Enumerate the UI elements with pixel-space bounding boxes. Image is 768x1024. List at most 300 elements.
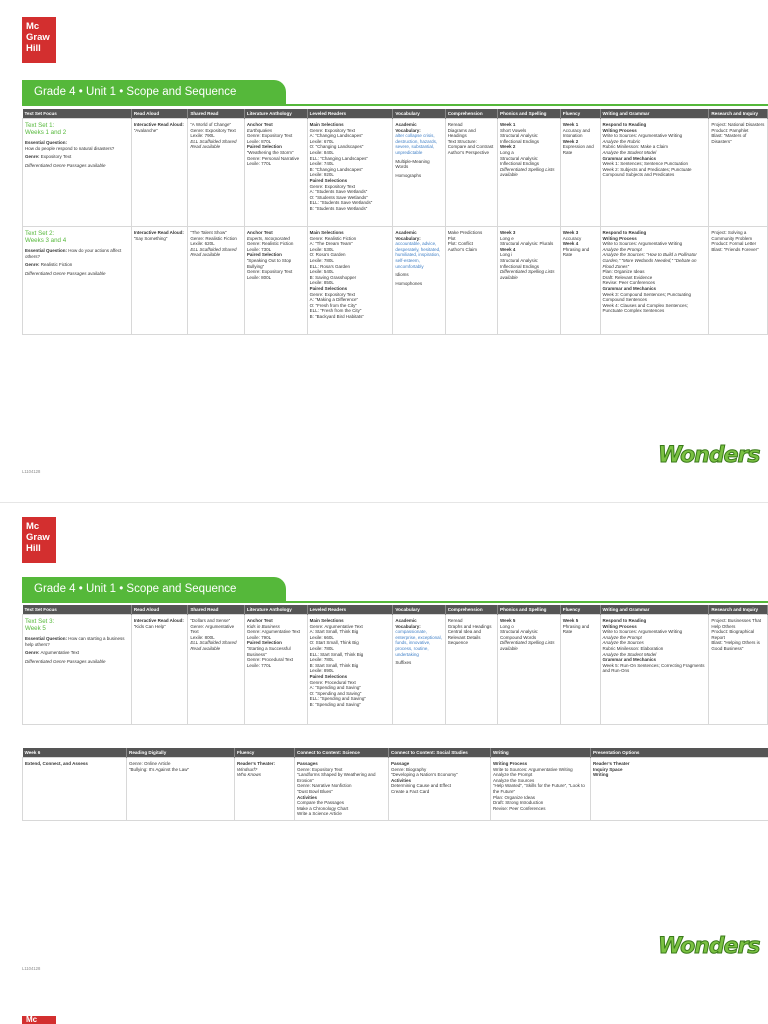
cell-line: Phrasing and Rate	[562, 623, 590, 635]
science-cell	[295, 758, 389, 821]
cell-line: Structural Analysis: Inflectional Endings	[500, 155, 540, 167]
cell-line: Genre: Argumentative Text	[190, 623, 235, 635]
cell-line: Reader’s Theater:	[237, 761, 276, 766]
cell-line: Product: Pamphlet	[711, 127, 749, 133]
cell-line: Week 3	[562, 230, 579, 235]
document-code: L1104128	[22, 469, 41, 474]
cell-line: A: “Students Save Wetlands”	[309, 189, 368, 195]
week-6-table	[22, 748, 768, 821]
essential-question: How do your actions affect others?	[25, 248, 122, 259]
cell-line: O: “Students Save Wetlands”	[309, 194, 368, 200]
cell-line: Structural Analysis: Inflectional Endings	[500, 257, 540, 269]
cell-line: Week 5	[562, 618, 579, 623]
col-header: Research and Inquiry	[709, 109, 768, 119]
cell-line: Lexile: 790L	[246, 634, 272, 640]
vocab-words: compassionate, enterprise, exceptional, funds, innovative, process, routine, undertaking	[395, 629, 442, 657]
cell-line: Make a Chronology Chart	[297, 805, 349, 811]
genre-value: Expository Text	[40, 154, 72, 160]
cell-line: O: Rosa’s Garden	[309, 252, 346, 258]
cell-line: Respond to Reading	[602, 618, 647, 623]
cell-line: Analyze the Rubric	[602, 138, 641, 144]
vocab-label: Academic Vocabulary:	[395, 230, 421, 241]
vocab-words: accountable, advice, desperately, hesitated, humiliated, inspiration, self-esteem, uncomfortably	[395, 241, 441, 269]
cell-line: Analyze the Student Model	[602, 651, 657, 657]
table-row	[23, 227, 768, 335]
cell-line: Respond to Reading	[602, 122, 647, 127]
col-header: Shared Read	[188, 605, 245, 615]
wonders-logo-text: Wonders	[658, 934, 760, 959]
cell-line: Accuracy and Intonation	[562, 127, 591, 139]
vocab-label: Academic Vocabulary:	[395, 618, 421, 629]
cell-line: Blast: “Friends Forever”	[711, 246, 759, 252]
cell-line: Grammar and Mechanics	[602, 285, 657, 291]
cell-line: Windsurf?	[237, 766, 258, 772]
cell-line: Product: Biographical Report	[711, 629, 755, 640]
cell-line: Plot	[447, 235, 456, 241]
cell-line: Paired Selection	[246, 640, 282, 646]
cell-line: Write to Sources: Argumentative Writing	[602, 133, 683, 139]
writing-cell	[491, 758, 591, 821]
cell-line: Main Selections	[309, 122, 344, 127]
cell-line: Genre: Biography	[391, 766, 427, 772]
fluency-cell	[235, 758, 295, 821]
read-aloud-title: “Say Something”	[133, 235, 168, 241]
cell-line: Genre: Expository Text	[246, 133, 293, 139]
col-header: Comprehension	[445, 109, 497, 119]
cell-line: “Dollars and Sense”	[190, 618, 231, 623]
cell-line: B: “Spending and Saving”	[309, 701, 361, 707]
genre-value: Argumentative Text	[40, 650, 79, 656]
cell-line: Paired Selections	[309, 285, 348, 291]
col-header: Literature Anthology	[244, 109, 307, 119]
col-header: Read Aloud	[131, 109, 188, 119]
cell-line: “Starting a Successful Business”	[246, 645, 291, 657]
cell-line: Writing Process	[602, 127, 637, 133]
cell-line: Lexile: 540L	[309, 269, 334, 275]
cell-line: Genre: Procedural Text	[246, 657, 294, 663]
cell-line: Differentiated Spelling Lists available	[500, 269, 555, 280]
logo-line-2: Graw	[26, 32, 50, 43]
col-header: Writing and Grammar	[600, 605, 709, 615]
read-aloud-cell	[131, 227, 188, 335]
cell-line: Lexile: 740L	[309, 161, 334, 167]
cell-line: “Speaking Out to Stop Bullying”	[246, 257, 292, 269]
read-aloud-label: Interactive Read Aloud:	[133, 230, 184, 235]
cell-line: Genre: Expository Text	[190, 127, 236, 133]
leveled-readers-cell	[307, 615, 393, 725]
leveled-readers-cell	[307, 227, 393, 335]
table-row	[23, 758, 768, 821]
cell-line: Genre: Personal Narrative	[246, 155, 300, 161]
cell-line: Week 1	[500, 122, 516, 127]
table-header-row	[23, 605, 768, 615]
cell-line: Graphs and Headings	[447, 623, 492, 629]
cell-line: Lexile: 780L	[309, 645, 334, 651]
cell-line: Lexile: 840L	[309, 149, 334, 155]
cell-line: Text Structure: Compare and Contrast	[447, 138, 494, 150]
cell-line: Differentiated Spelling Lists available	[500, 640, 555, 651]
week-6-focus: Extend, Connect, and Assess	[25, 761, 88, 766]
cell-line: Expression and Rate	[562, 144, 594, 155]
read-aloud-label: Interactive Read Aloud:	[133, 122, 184, 127]
cell-line: Analyze the Prompt	[602, 634, 642, 640]
cell-line: Create a Fact Card	[391, 788, 430, 794]
read-aloud-title: “Avalanche”	[133, 127, 158, 133]
cell-line: Writing Process	[602, 235, 637, 241]
cell-line: Lexile: 670L	[309, 138, 334, 144]
cell-line: Product: Formal Letter	[711, 241, 757, 247]
col-header: Phonics and Spelling	[498, 109, 561, 119]
vocab-words: alter collapse crisis, destruction, hazards, severe, substantial, unpredictable	[395, 133, 438, 155]
table-row	[23, 119, 768, 227]
cell-line: Genre: Realistic Fiction	[309, 235, 357, 241]
cell-line: Homophones	[395, 280, 423, 286]
cell-line: Long o	[500, 623, 514, 629]
cell-line: ELL Scaffolded Shared Read available	[190, 640, 237, 651]
cell-line: Lexile: 770L	[246, 161, 272, 167]
col-header: Reading Digitally	[127, 748, 235, 758]
page-2	[0, 506, 768, 1006]
cell-line: Genre: Argumentative Text	[246, 629, 301, 635]
cell-line: Long i	[500, 252, 513, 258]
cell-line: Paired Selections	[309, 673, 348, 679]
table-header-row	[23, 109, 768, 119]
differentiated-note: Differentiated Genre Passages available	[25, 162, 106, 168]
logo-line-3: Hill	[26, 543, 41, 554]
cell-line: Rubric Minilesson: Make a Claim	[602, 144, 669, 150]
cell-line: B: “Students Save Wetlands”	[309, 205, 368, 211]
cell-line: Draft: Relevant Evidence	[602, 274, 653, 280]
cell-line: Week 5	[500, 618, 516, 623]
cell-line: Genre: Expository Text	[309, 127, 356, 133]
text-set-title: Text Set 2: Weeks 3 and 4	[25, 230, 67, 244]
cell-line: ELL: “Students Save Wetlands”	[309, 200, 373, 206]
logo-line-1: Mc	[26, 521, 40, 532]
cell-line: Earthquakes	[246, 127, 273, 133]
cell-line: B: Start Small, Think Big	[309, 662, 359, 668]
cell-line: Reader’s Theater	[593, 761, 630, 766]
read-aloud-cell	[131, 119, 188, 227]
document-code: L1104128	[22, 966, 41, 971]
week-6-cell	[23, 758, 127, 821]
writing-grammar-cell	[600, 615, 709, 725]
cell-line: Week 2	[562, 138, 579, 144]
page-1	[0, 0, 768, 506]
wonders-logo	[658, 443, 760, 473]
cell-line: Analyze the Prompt	[493, 772, 533, 778]
shared-read-cell	[188, 227, 245, 335]
col-header: Literature Anthology	[244, 605, 307, 615]
cell-line: Write a Science Article	[297, 811, 342, 817]
vocabulary-cell	[393, 227, 445, 335]
cell-line: B: Saving Grasshopper	[309, 274, 357, 280]
eq-label: Essential Question:	[25, 140, 68, 145]
cell-line: Paired Selection	[246, 144, 282, 150]
cell-line: Week 5: Run-On Sentences; Correcting Fragments and Run-Ons	[602, 662, 705, 674]
text-set-focus-cell	[23, 227, 132, 335]
col-header: Text Set Focus	[23, 605, 132, 615]
cell-line: Week 2	[500, 144, 516, 150]
cell-line: Plot: Conflict	[447, 241, 473, 247]
essential-question: How do people respond to natural disasters?	[25, 145, 115, 151]
read-aloud-cell	[131, 615, 188, 725]
eq-label: Essential Question:	[25, 248, 68, 253]
differentiated-note: Differentiated Genre Passages available	[25, 270, 106, 276]
col-header: Leveled Readers	[307, 605, 393, 615]
wonders-logo	[658, 934, 760, 964]
cell-line: ELL: Rosa’s Garden	[309, 263, 351, 269]
cell-line: O: “Spending and Saving”	[309, 690, 362, 696]
cell-line: Project: National Disasters	[711, 122, 765, 127]
research-cell	[709, 227, 768, 335]
logo-line-2: Graw	[26, 532, 50, 543]
col-header: Presentation Options	[591, 748, 768, 758]
cell-line: Paired Selection	[246, 252, 282, 258]
literature-anthology-cell	[244, 227, 307, 335]
cell-line: ELL Scaffolded Shared Read available	[190, 246, 237, 258]
cell-line: Respond to Reading	[602, 230, 647, 235]
cell-line: Long a	[500, 149, 514, 155]
scope-table-2	[22, 605, 768, 725]
cell-line: Accuracy	[562, 235, 582, 241]
cell-line: Blast: “Helping Others is Good Business”	[711, 640, 760, 651]
cell-line: Lexile: 850L	[309, 280, 334, 286]
cell-line: Genre: Argumentative Text	[309, 623, 363, 629]
cell-line: Draft: Strong Introduction	[493, 800, 544, 806]
cell-line: ELL: “Spending and Saving”	[309, 696, 366, 702]
cell-line: Analyze the Sources	[602, 640, 644, 646]
cell-line: B: “Changing Landscapes”	[309, 166, 363, 172]
cell-line: Activities	[391, 777, 412, 783]
cell-line: “A World of Change”	[190, 122, 231, 127]
cell-line: Suffixes	[395, 660, 412, 666]
cell-line: A: “Spending and Saving”	[309, 685, 361, 691]
col-header: Connect to Content: Social Studies	[389, 748, 491, 758]
shared-read-cell	[188, 615, 245, 725]
mcgraw-hill-logo	[22, 17, 56, 63]
cell-line: Write to Sources: Argumentative Writing	[493, 766, 573, 772]
cell-line: Project: Businesses That Help Others	[711, 618, 762, 629]
cell-line: Passages	[297, 761, 318, 766]
comprehension-cell	[445, 615, 497, 725]
cell-line: Activities	[297, 794, 318, 800]
text-set-focus-cell	[23, 615, 132, 725]
research-cell	[709, 615, 768, 725]
cell-line: “Dust Bowl Blues”	[297, 788, 333, 794]
cell-line: Paired Selections	[309, 177, 348, 183]
cell-line: ELL: Start Small, Think Big	[309, 651, 364, 657]
cell-line: Analyze the Student Model	[602, 149, 657, 155]
cell-line: Week 3: Compound Sentences; Punctuating Compound Sentences	[602, 291, 691, 303]
col-header: Vocabulary	[393, 605, 445, 615]
cell-line: Central Idea and Relevant Details	[447, 629, 481, 640]
cell-line: Writing Process	[493, 761, 528, 766]
cell-line: Lexile: 790L	[190, 133, 215, 139]
cell-line: Sequence	[447, 640, 468, 646]
cell-line: Analyze the Sources: “How to Build a Pollinator Garden,” “More Wetlands Needed,” “Debate on Flood Zones”	[602, 252, 697, 269]
cell-line: Genre: Expository Text	[309, 291, 356, 297]
cell-line: A: “Changing Landscapes”	[309, 133, 363, 139]
logo-line-1: Mc	[26, 21, 40, 32]
cell-line: Lexile: 870L	[246, 138, 272, 144]
page-separator	[0, 502, 768, 503]
col-header: Comprehension	[445, 605, 497, 615]
cell-line: Structural Analysis: Compound Words	[500, 629, 539, 640]
comprehension-cell	[445, 119, 497, 227]
cell-line: Week 3	[500, 230, 516, 235]
cell-line: O: “Fresh from the City”	[309, 302, 357, 308]
cell-line: A: Start Small, Think Big	[309, 629, 359, 635]
shared-read-cell	[188, 119, 245, 227]
cell-line: Anchor Text	[246, 230, 273, 235]
text-set-title: Text Set 3: Week 5	[25, 618, 55, 632]
text-set-title: Text Set 1: Weeks 1 and 2	[25, 122, 67, 136]
cell-line: Genre: Expository Text	[297, 766, 343, 772]
leveled-readers-cell	[307, 119, 393, 227]
cell-line: Grammar and Mechanics	[602, 155, 657, 161]
logo-line-3: Hill	[26, 43, 41, 54]
cell-line: Lexile: 780L	[309, 657, 334, 663]
cell-line: Homographs	[395, 172, 422, 178]
cell-line: O: Start Small, Think Big	[309, 640, 359, 646]
cell-line: Analyze the Prompt	[602, 246, 642, 252]
cell-line: Structural Analysis: Inflectional Endings	[500, 133, 540, 144]
cell-line: Passage	[391, 761, 410, 766]
cell-line: Lexile: 780L	[309, 257, 334, 263]
wonders-logo-text: Wonders	[658, 443, 760, 468]
col-header: Shared Read	[188, 109, 245, 119]
cell-line: Plan: Organize Ideas	[493, 794, 536, 800]
text-set-focus-cell	[23, 119, 132, 227]
writing-grammar-cell	[600, 119, 709, 227]
cell-line: Genre: Online Article	[129, 761, 171, 766]
cell-line: Rubric Minilesson: Elaboration	[602, 645, 664, 651]
mcgraw-hill-logo-partial: Mc	[22, 1016, 56, 1024]
cell-line: Genre: Narrative Nonfiction	[297, 783, 352, 789]
read-aloud-label: Interactive Read Aloud:	[133, 618, 184, 623]
cell-line: ELL: “Changing Landscapes”	[309, 155, 368, 161]
col-header: Leveled Readers	[307, 109, 393, 119]
col-header: Week 6	[23, 748, 127, 758]
social-studies-cell	[389, 758, 491, 821]
cell-line: Week 4	[500, 246, 516, 252]
phonics-cell	[498, 615, 561, 725]
cell-line: O: “Changing Landscapes”	[309, 144, 364, 150]
cell-line: Idioms	[395, 272, 409, 278]
cell-line: Experts, Incorporated	[246, 235, 290, 241]
cell-line: “Landforms Shaped by Weathering and Erosion”	[297, 772, 376, 783]
col-header: Writing and Grammar	[600, 109, 709, 119]
cell-line: Writing Process	[602, 623, 637, 629]
cell-line: Genre: Realistic Fiction	[246, 241, 294, 247]
cell-line: Genre: Realistic Fiction	[190, 235, 237, 241]
vocabulary-cell	[393, 119, 445, 227]
cell-line: Main Selections	[309, 230, 344, 235]
cell-line: Inquiry Space	[593, 766, 623, 772]
phonics-cell	[498, 227, 561, 335]
cell-line: Reread	[447, 122, 463, 127]
cell-line: ELL Scaffolded Shared Read available	[190, 138, 237, 150]
cell-line: Author’s Perspective	[447, 149, 490, 155]
genre-label: Genre:	[25, 262, 40, 268]
differentiated-note: Differentiated Genre Passages available	[25, 658, 106, 664]
col-header: Phonics and Spelling	[498, 605, 561, 615]
cell-line: Week 4: Clauses and Complex Sentences; Punctuate Complex Sentences	[602, 302, 688, 314]
fluency-cell	[560, 119, 600, 227]
cell-line: Anchor Text	[246, 618, 273, 623]
table-row	[23, 615, 768, 725]
eq-label: Essential Question:	[25, 636, 68, 641]
cell-line: Writing	[593, 772, 609, 778]
genre-label: Genre:	[25, 650, 40, 656]
cell-line: Main Selections	[309, 618, 344, 623]
cell-line: “The Talent Show”	[190, 230, 227, 235]
comprehension-cell	[445, 227, 497, 335]
writing-grammar-cell	[600, 227, 709, 335]
page-title: Grade 4 • Unit 1 • Scope and Sequence	[22, 80, 286, 106]
cell-line: Write to Sources: Argumentative Writing	[602, 629, 683, 635]
cell-line: Lexile: 730L	[246, 246, 272, 252]
cell-line: Genre: Expository Text	[309, 183, 356, 189]
literature-anthology-cell	[244, 119, 307, 227]
cell-line: Reread	[447, 618, 463, 623]
cell-line: B: “Backyard Bird Habitats”	[309, 313, 364, 319]
cell-line: Compare the Passages	[297, 800, 345, 806]
genre-label: Genre:	[25, 154, 40, 160]
cell-line: Genre: Expository Text	[246, 269, 293, 275]
cell-line: Lexile: 920L	[309, 172, 334, 178]
cell-line: Author’s Claim	[447, 246, 478, 252]
cell-line: A: “Making a Difference”	[309, 297, 359, 303]
page-title: Grade 4 • Unit 1 • Scope and Sequence	[22, 577, 286, 603]
mcgraw-hill-logo	[22, 517, 56, 563]
fluency-cell	[560, 227, 600, 335]
table-header-row	[23, 748, 768, 758]
read-aloud-title: “Kids Can Help”	[133, 623, 166, 629]
literature-anthology-cell	[244, 615, 307, 725]
col-header: Fluency	[235, 748, 295, 758]
cell-line: Multiple-Meaning Words	[395, 158, 430, 170]
cell-line: Week 1	[562, 122, 579, 127]
cell-line: Long e	[500, 235, 514, 241]
cell-line: ELL: “Fresh from the City”	[309, 308, 362, 314]
cell-line: Lexile: 620L	[190, 241, 215, 247]
cell-line: Grammar and Mechanics	[602, 657, 657, 663]
cell-line: Write to Sources: Argumentative Writing	[602, 241, 683, 247]
cell-line: Lexile: 660L	[309, 634, 334, 640]
cell-line: Lexile: 770L	[246, 662, 272, 668]
cell-line: Determining Cause and Effect	[391, 783, 451, 789]
col-header: Writing	[491, 748, 591, 758]
cell-line: Who Knows	[237, 772, 262, 778]
cell-line: Structural Analysis: Plurals	[500, 241, 554, 247]
fluency-cell	[560, 615, 600, 725]
presentation-options-cell	[591, 758, 768, 821]
col-header: Read Aloud	[131, 605, 188, 615]
col-header: Fluency	[560, 605, 600, 615]
cell-line: Differentiated Spelling Lists available	[500, 166, 555, 178]
cell-line: Lexile: 800L	[190, 634, 215, 640]
cell-line: Week 1: Sentences; Sentence Punctuation	[602, 161, 688, 167]
cell-line: Lexile: 530L	[309, 246, 334, 252]
cell-line: Blast: “Masters of Disasters”	[711, 133, 747, 144]
cell-line: “Weathering the Storm”	[246, 149, 294, 155]
cell-line: “Developing a Nation’s Economy”	[391, 772, 458, 778]
col-header: Connect to Content: Science	[295, 748, 389, 758]
cell-line: Lexile: 800L	[246, 274, 272, 280]
scope-table-1	[22, 109, 768, 335]
cell-line: “Help Wanted”, “Skills for the Future”, “Look to the Future”	[493, 783, 585, 794]
